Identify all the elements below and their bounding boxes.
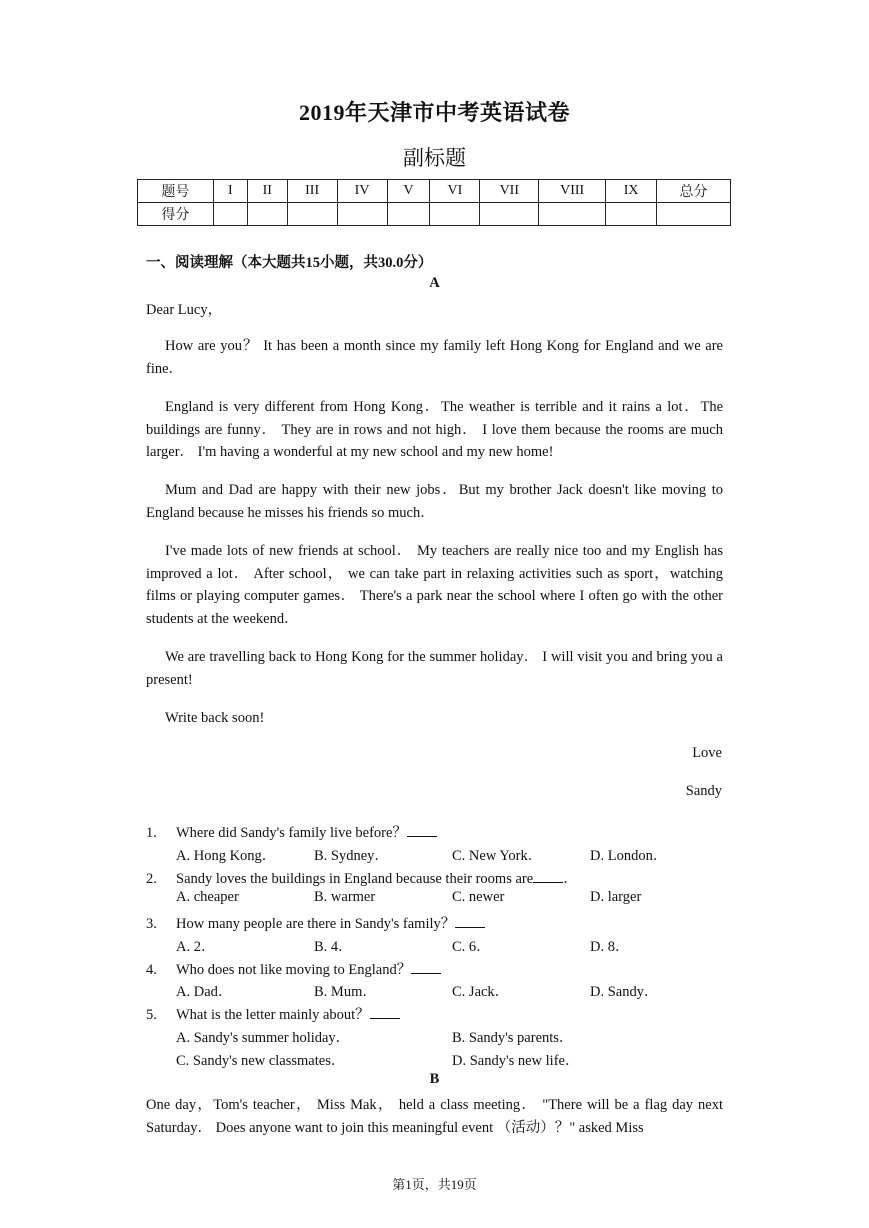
score-cell — [539, 203, 606, 226]
question-suffix: ． — [563, 871, 578, 887]
option-b: B. 4． — [314, 939, 353, 955]
letter-paragraph: We are travelling back to Hong Kong for the summer holiday． I will visit you and bring you a present! — [146, 649, 723, 688]
score-header-cell: V — [387, 180, 430, 203]
question-2 — [146, 867, 578, 888]
option-d: D. London． — [590, 848, 668, 864]
question-text: Who does not like moving to England？ — [176, 962, 412, 978]
question-number: 2. — [146, 871, 157, 887]
score-cell — [337, 203, 387, 226]
question-number: 3. — [146, 916, 157, 932]
option-d: D. larger — [590, 889, 642, 905]
passage-a-label: A — [429, 275, 440, 291]
letter-paragraph: England is very different from Hong Kong．The weather is terrible and it rains a lot．The buildings are funny． They are in rows and not high． I love them because the rooms are much larger． I'm having a wonderful at my new school and my new home! — [146, 399, 723, 461]
option-c: C. New York． — [452, 848, 543, 864]
score-header-cell: I — [213, 180, 247, 203]
page-subtitle: 副标题 — [403, 146, 466, 170]
score-header-cell: VI — [430, 180, 480, 203]
answer-blank — [455, 915, 485, 928]
score-cell — [247, 203, 287, 226]
score-row-label: 得分 — [138, 203, 214, 226]
section-heading: 一、阅读理解（本大题共15小题，共30.0分） — [146, 255, 433, 271]
question-text: Sandy loves the buildings in England because their rooms are — [176, 871, 534, 887]
score-header-cell: 总分 — [657, 180, 731, 203]
letter-greeting: Dear Lucy， — [146, 302, 223, 318]
option-a: A. 2． — [176, 939, 216, 955]
answer-blank — [370, 1006, 400, 1019]
page-title: 2019年天津市中考英语试卷 — [298, 100, 570, 125]
letter-signature: Sandy — [685, 783, 722, 799]
question-text: Where did Sandy's family live before？ — [176, 825, 407, 841]
option-b: B. warmer — [314, 889, 376, 905]
answer-blank — [533, 870, 563, 883]
score-cell — [430, 203, 480, 226]
letter-paragraph: I've made lots of new friends at school． My teachers are really nice too and my English has improved a lot． After school， we can take part in relaxing activities such as sport，watching films or playing computer games． There's a park near the school where I often go with the other students at the weekend． — [146, 543, 723, 628]
option-b: B. Mum． — [314, 984, 377, 1000]
passage-b-text: One day，Tom's teacher， Miss Mak， held a class meeting． "There will be a flag day next Saturday． Does anyone want to join this meaningful event （活动）？" asked Miss — [146, 1097, 723, 1136]
option-a: A. Dad． — [176, 984, 233, 1000]
answer-blank — [407, 824, 437, 837]
score-header-cell: VIII — [539, 180, 606, 203]
option-d: D. Sandy's new life． — [452, 1053, 580, 1069]
score-header-cell: IX — [606, 180, 657, 203]
option-a: A. Sandy's summer holiday． — [176, 1030, 351, 1046]
score-cell — [657, 203, 731, 226]
letter-closing: Love — [692, 745, 722, 761]
score-cell — [213, 203, 247, 226]
option-d: D. 8． — [590, 939, 630, 955]
score-cell — [287, 203, 337, 226]
score-table-score-row — [138, 203, 731, 226]
option-c: C. newer — [452, 889, 505, 905]
question-number: 4. — [146, 962, 157, 978]
score-table-header-row — [138, 180, 731, 203]
option-c: C. Jack． — [452, 984, 510, 1000]
question-text: What is the letter mainly about？ — [176, 1007, 370, 1023]
letter-paragraph: How are you？ It has been a month since my family left Hong Kong for England and we are fine． — [146, 338, 723, 377]
question-number: 1. — [146, 825, 157, 841]
letter-paragraph: Mum and Dad are happy with their new jobs．But my brother Jack doesn't like moving to England because he misses his friends so much． — [146, 482, 723, 521]
question-5 — [146, 1003, 400, 1024]
letter-paragraph: Write back soon! — [165, 710, 265, 726]
score-header-cell: III — [287, 180, 337, 203]
score-cell — [387, 203, 430, 226]
question-3 — [146, 912, 485, 933]
passage-b-label: B — [429, 1071, 440, 1087]
score-table — [137, 179, 731, 226]
score-header-cell: II — [247, 180, 287, 203]
answer-blank — [411, 961, 441, 974]
score-header-cell: IV — [337, 180, 387, 203]
question-1 — [146, 821, 437, 842]
option-a: A. cheaper — [176, 889, 239, 905]
option-d: D. Sandy． — [590, 984, 659, 1000]
question-text: How many people are there in Sandy's family？ — [176, 916, 456, 932]
score-cell — [480, 203, 539, 226]
score-header-cell: VII — [480, 180, 539, 203]
option-b: B. Sandy's parents． — [452, 1030, 574, 1046]
page-footer: 第1页，共19页 — [392, 1177, 477, 1192]
question-number: 5. — [146, 1007, 157, 1023]
option-c: C. Sandy's new classmates． — [176, 1053, 346, 1069]
score-header-cell: 题号 — [138, 180, 214, 203]
score-cell — [606, 203, 657, 226]
question-4 — [146, 958, 441, 979]
option-a: A. Hong Kong． — [176, 848, 277, 864]
option-b: B. Sydney． — [314, 848, 389, 864]
option-c: C. 6． — [452, 939, 491, 955]
